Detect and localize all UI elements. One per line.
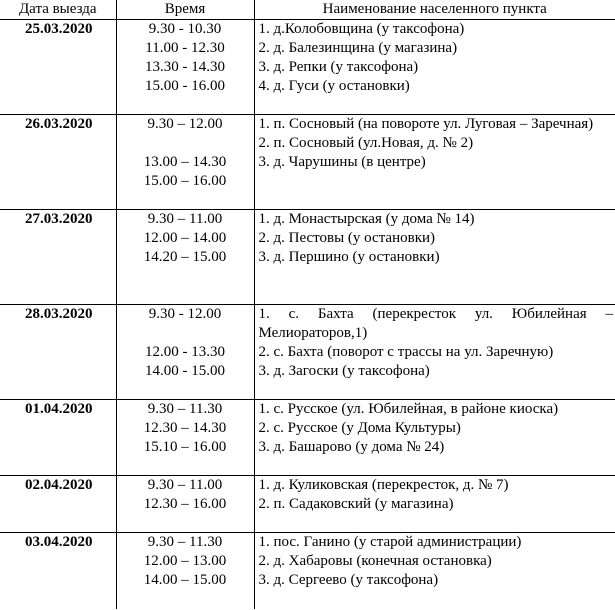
place-item: 1. д. Монастырская (у дома № 14)	[258, 211, 475, 227]
place-cell	[254, 20, 615, 115]
table-row	[0, 533, 615, 609]
place-item: 1. п. Сосновый (на повороте ул. Луговая – Заречная)	[258, 116, 594, 132]
time-slot: 9.30 – 12.00	[147, 116, 223, 132]
place-item: 3. д. Першино (у остановки)	[258, 249, 440, 265]
header-place: Наименование населенного пункта	[254, 0, 615, 20]
time-slot: 12.00 – 13.00	[143, 553, 227, 569]
place-cell	[254, 115, 615, 210]
table-row	[0, 400, 615, 476]
time-cell	[116, 400, 254, 476]
table-row	[0, 210, 615, 305]
header-row	[0, 0, 615, 20]
time-slot: 13.30 - 14.30	[145, 59, 225, 75]
place-item: 2. д. Хабаровы (конечная остановка)	[258, 553, 492, 569]
time-slot: 12.30 – 16.00	[143, 496, 227, 512]
header-time: Время	[116, 0, 254, 20]
time-slot: 15.00 – 16.00	[143, 173, 227, 189]
place-item: 4. д. Гуси (у остановки)	[258, 78, 410, 94]
place-item: 3. д. Загоски (у таксофона)	[258, 363, 430, 379]
table-row	[0, 476, 615, 533]
place-item: 2. д. Балезинщина (у магазина)	[258, 40, 458, 56]
place-cell	[254, 533, 615, 609]
time-cell	[116, 210, 254, 305]
place-item: 1. д. Куликовская (перекресток, д. № 7)	[258, 477, 509, 493]
place-item: 3. д. Башарово (у дома № 24)	[258, 439, 445, 455]
spacer	[117, 134, 254, 153]
date-cell: 02.04.2020	[0, 476, 116, 533]
time-cell	[116, 305, 254, 400]
place-cell	[254, 305, 615, 400]
time-slot: 9.30 – 11.00	[147, 477, 223, 493]
time-slot: 12.00 - 13.30	[145, 344, 225, 360]
place-item: 2. с. Бахта (поворот с трассы на ул. Заречную)	[258, 344, 554, 360]
place-item: 2. п. Сосновый (ул.Новая, д. № 2)	[258, 135, 474, 151]
table-row	[0, 20, 615, 115]
date-cell: 26.03.2020	[0, 115, 116, 210]
time-slot: 9.30 - 10.30	[148, 21, 222, 37]
time-cell	[116, 115, 254, 210]
place-item: 3. д. Репки (у таксофона)	[258, 59, 419, 75]
place-cell	[254, 400, 615, 476]
table-row	[0, 115, 615, 210]
time-cell	[116, 476, 254, 533]
place-item: 2. п. Садаковский (у магазина)	[258, 496, 454, 512]
date-cell: 03.04.2020	[0, 533, 116, 609]
place-item: 1. с. Бахта (перекресток ул. Юбилейная – Мелиораторов,1)	[258, 306, 613, 341]
time-slot: 11.00 - 12.30	[145, 40, 225, 56]
time-slot: 13.00 – 14.30	[143, 154, 227, 170]
time-slot: 14.20 – 15.00	[143, 249, 227, 265]
date-cell: 25.03.2020	[0, 20, 116, 115]
date-cell: 01.04.2020	[0, 400, 116, 476]
time-slot: 9.30 – 11.30	[147, 401, 223, 417]
time-slot: 12.30 – 14.30	[143, 420, 227, 436]
place-item: 1. с. Русское (ул. Юбилейная, в районе киоска)	[258, 401, 559, 417]
place-item: 3. д. Чарушины (в центре)	[258, 154, 426, 170]
place-item: 2. д. Пестовы (у остановки)	[258, 230, 436, 246]
header-date: Дата выезда	[0, 0, 116, 20]
time-slot: 9.30 - 12.00	[148, 306, 222, 322]
time-slot: 9.30 – 11.00	[147, 211, 223, 227]
place-cell	[254, 476, 615, 533]
place-cell	[254, 210, 615, 305]
table-row	[0, 305, 615, 400]
place-item: 1. д.Колобовщина (у таксофона)	[258, 21, 465, 37]
date-cell: 28.03.2020	[0, 305, 116, 400]
time-slot: 14.00 - 15.00	[145, 363, 225, 379]
time-slot: 12.00 – 14.00	[143, 230, 227, 246]
place-item: 2. с. Русское (у Дома Культуры)	[258, 420, 461, 436]
date-cell: 27.03.2020	[0, 210, 116, 305]
time-slot: 15.00 - 16.00	[145, 78, 225, 94]
time-slot: 9.30 – 11.30	[147, 534, 223, 550]
time-slot: 14.00 – 15.00	[143, 572, 227, 588]
time-cell	[116, 533, 254, 609]
place-item: 3. д. Сергеево (у таксофона)	[258, 572, 439, 588]
place-item: 1. пос. Ганино (у старой администрации)	[258, 534, 522, 550]
spacer	[117, 324, 254, 343]
time-slot: 15.10 – 16.00	[143, 439, 227, 455]
time-cell	[116, 20, 254, 115]
